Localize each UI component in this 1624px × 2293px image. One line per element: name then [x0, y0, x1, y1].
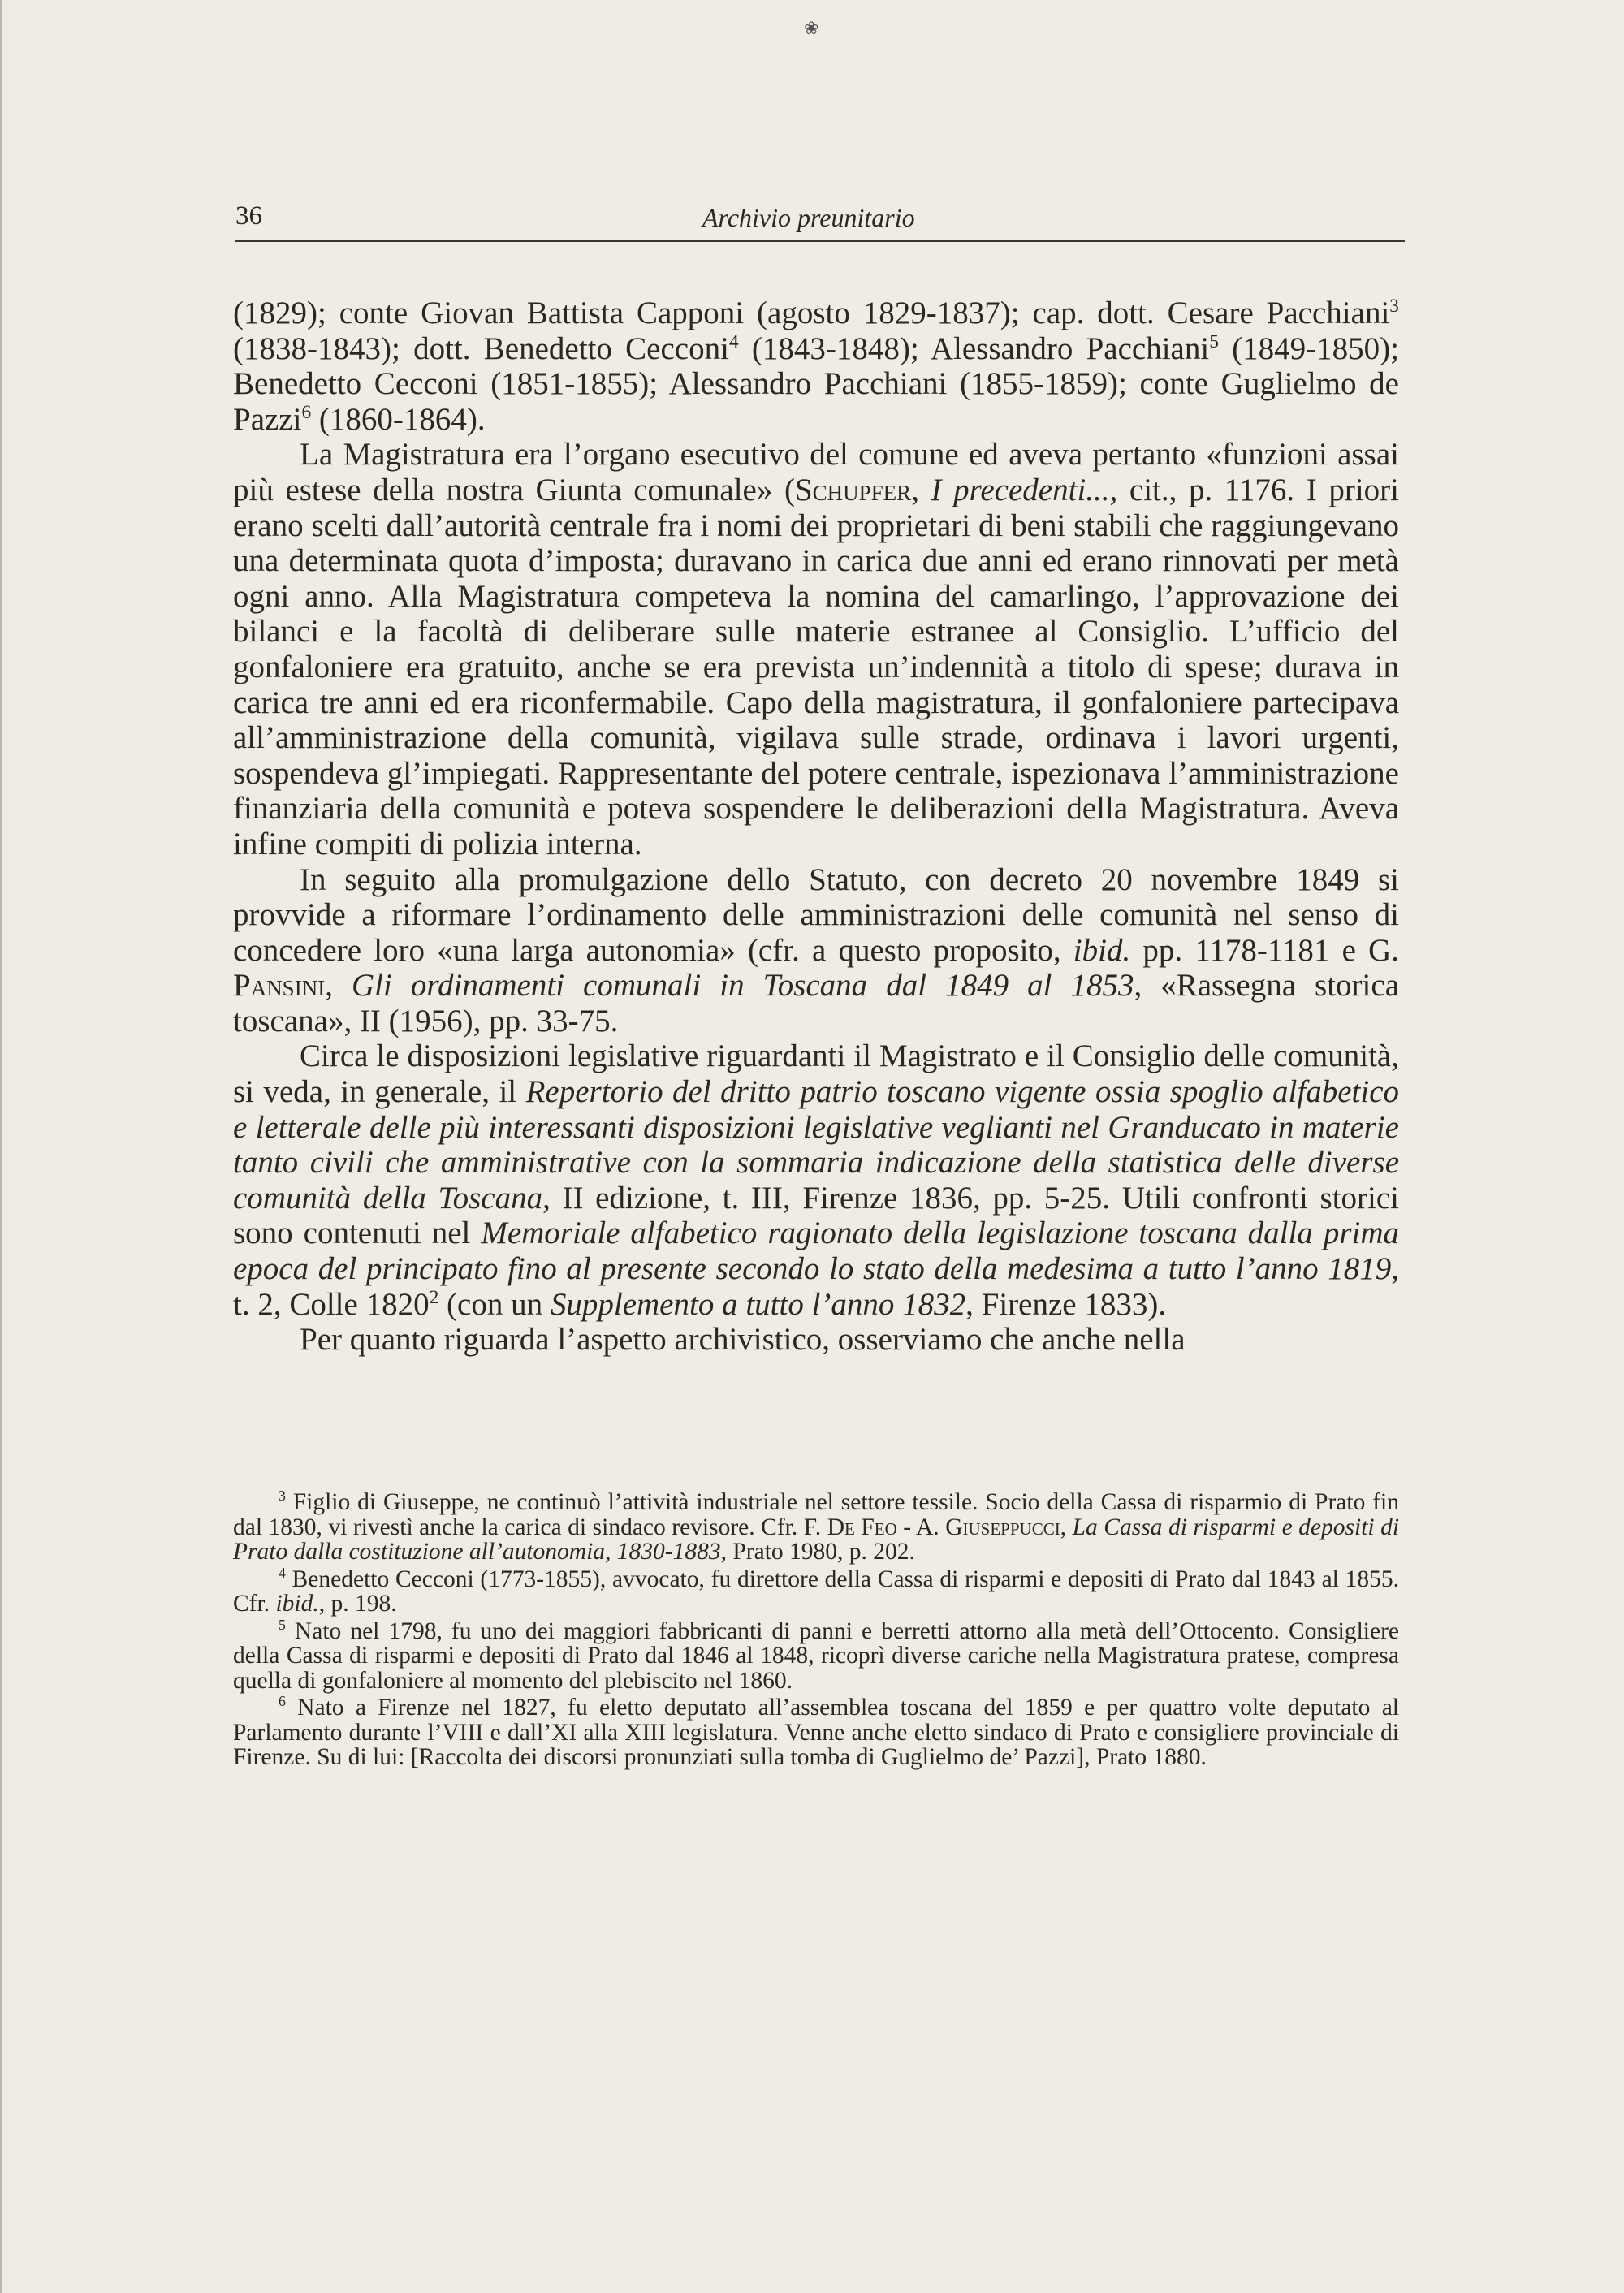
footnote-ref-3: 3 [1389, 296, 1399, 317]
running-header [235, 198, 1405, 242]
footnote-4: $^4$ Benedetto Cecconi (1773-1855), avvocato, fu direttore della Cassa di risparmi e depositi di Prato dal 1843 al 1855. Cfr. ibid., p. 198. [233, 1564, 1399, 1617]
paragraph-4: Circa le disposizioni legislative riguardanti il Magistrato e il Consiglio delle comunità, si veda, in generale, il Repertorio del dritto patrio toscano vigente ossia spoglio alfabetico e letterale delle più interessanti disposizioni legislative veglianti nel Granducato in materie tanto civili che amministrative con la sommaria indicazione della statistica delle diverse comunità della Toscana, II edizione, t. III, Firenze 1836, pp. 5-25. Utili confronti storici sono contenuti nel Memoriale alfabetico ragionato della legislazione toscana dalla prima epoca del principato fino al presente secondo lo stato della medesima a tutto l’anno 1819, t. 2, Colle 1820$^2$ (con un Supplemento a tutto l’anno 1832, Firenze 1833). [233, 1039, 1400, 1322]
citation-title: Gli ordinamenti comunali in Toscana dal 1849 al 1853 [351, 968, 1134, 1004]
paragraph-3: In seguito alla promulgazione dello Statuto, con decreto 20 novembre 1849 si provvide a riformare l’ordinamento delle amministrazioni delle comunità nel senso di concedere loro «una larga autonomia» (cfr. a questo proposito, ibid. pp. 1178-1181 e G. Pansini, Gli ordinamenti comunali in Toscana dal 1849 al 1853, «Rassegna storica toscana», II (1956), pp. 33-75. [233, 861, 1400, 1039]
page-edge-shadow [0, 0, 2, 2293]
citation-title: I precedenti... [931, 472, 1110, 507]
author-name: Schupfer [794, 472, 912, 507]
page-number: 36 [235, 201, 262, 231]
author-name: Pansini [233, 968, 326, 1004]
citation-title: Memoriale alfabetico ragionato della legislazione toscana dalla prima epoca del principato fino al presente secondo lo stato della medesima a tutto l’anno 1819 [233, 1216, 1399, 1287]
citation-title: Repertorio del dritto patrio toscano vigente ossia spoglio alfabetico e letterale delle più interessanti disposizioni legislative veglianti nel Granducato in materie tanto civili che amministrative con la sommaria indicazione della statistica delle diverse comunità della Toscana [233, 1074, 1400, 1216]
edition-superscript: 2 [429, 1286, 439, 1308]
footnote-ref-6: 6 [301, 401, 312, 423]
paragraph-2: La Magistratura era l’organo esecutivo del comune ed aveva pertanto «funzioni assai più estese della nostra Giunta comunale» (Schupfer, I precedenti..., cit., p. 1176. I priori erano scelti dall’autorità centrale fra i nomi dei proprietari di beni stabili che raggiungevano una determinata quota d’imposta; duravano in carica due anni ed erano rinnovati per metà ogni anno. Alla Magistratura competeva la nomina del camarlingo, l’approvazione dei bilanci e la facoltà di deliberare sulle materie estranee al Consiglio. L’ufficio del gonfaloniere era gratuito, anche se era prevista un’indennità a titolo di spese; durava in carica tre anni ed era riconfermabile. Capo della magistratura, il gonfaloniere partecipava all’amministrazione della comunità, vigilava sulle strade, ordinava i lavori urgenti, sospendeva gl’impiegati. Rappresentante del potere centrale, ispezionava l’amministrazione finanziaria della comunità e poteva sospendere le deliberazioni della Magistratura. Aveva infine compiti di polizia interna. [233, 437, 1400, 861]
print-mark-icon: ❀ [804, 18, 819, 38]
footnote-6: $^6$ Nato a Firenze nel 1827, fu eletto deputato all’assemblea toscana del 1859 e per quattro volte deputato al Parlamento durante l’VIII e dall’XI alla XIII legislatura. Venne anche eletto sindaco di Prato e consigliere provinciale di Firenze. Su di lui: [Raccolta dei discorsi pronunziati sulla tomba di Guglielmo de’ Pazzi], Prato 1880. [233, 1693, 1399, 1770]
footnotes [233, 1490, 1399, 1773]
footnote-3: $^3$ Figlio di Giuseppe, ne continuò l’attività industriale nel settore tessile. Socio della Cassa di risparmio di Prato fin dal 1830, vi rivestì anche la carica di sindaco revisore. Cfr. F. De Feo - A. Giuseppucci, La Cassa di risparmi e depositi di Prato dalla costituzione all’autonomia, 1830-1883, Prato 1980, p. 202. [233, 1488, 1400, 1565]
footnote-5: $^5$ Nato nel 1798, fu uno dei maggiori fabbricanti di panni e berretti attorno alla metà dell’Ottocento. Consigliere della Cassa di risparmi e depositi di Prato dal 1846 al 1848, ricoprì diverse cariche nella Magistratura pratese, compresa quella di gonfaloniere al momento del plebiscito nel 1860. [233, 1616, 1399, 1694]
footnote-ref-5: 5 [1209, 330, 1219, 352]
footnote-ref-4: 4 [728, 330, 739, 352]
paragraph-1: (1829); conte Giovan Battista Capponi (agosto 1829-1837); cap. dott. Cesare Pacchiani$^3$ (1838-1843); dott. Benedetto Cecconi$^4$ (1843-1848); Alessandro Pacchiani$^5$ (1849-1850); Benedetto Cecconi (1851-1855); Alessandro Pacchiani (1855-1859); conte Guglielmo de Pazzi$^6$ (1860-1864). [233, 296, 1399, 437]
main-text [233, 296, 1399, 1358]
running-title: Archivio preunitario [702, 203, 915, 232]
paragraph-5: Per quanto riguarda l’aspetto archivistico, osserviamo che anche nella [300, 1322, 1186, 1358]
citation-title: Supplemento a tutto l’anno 1832 [550, 1286, 966, 1322]
